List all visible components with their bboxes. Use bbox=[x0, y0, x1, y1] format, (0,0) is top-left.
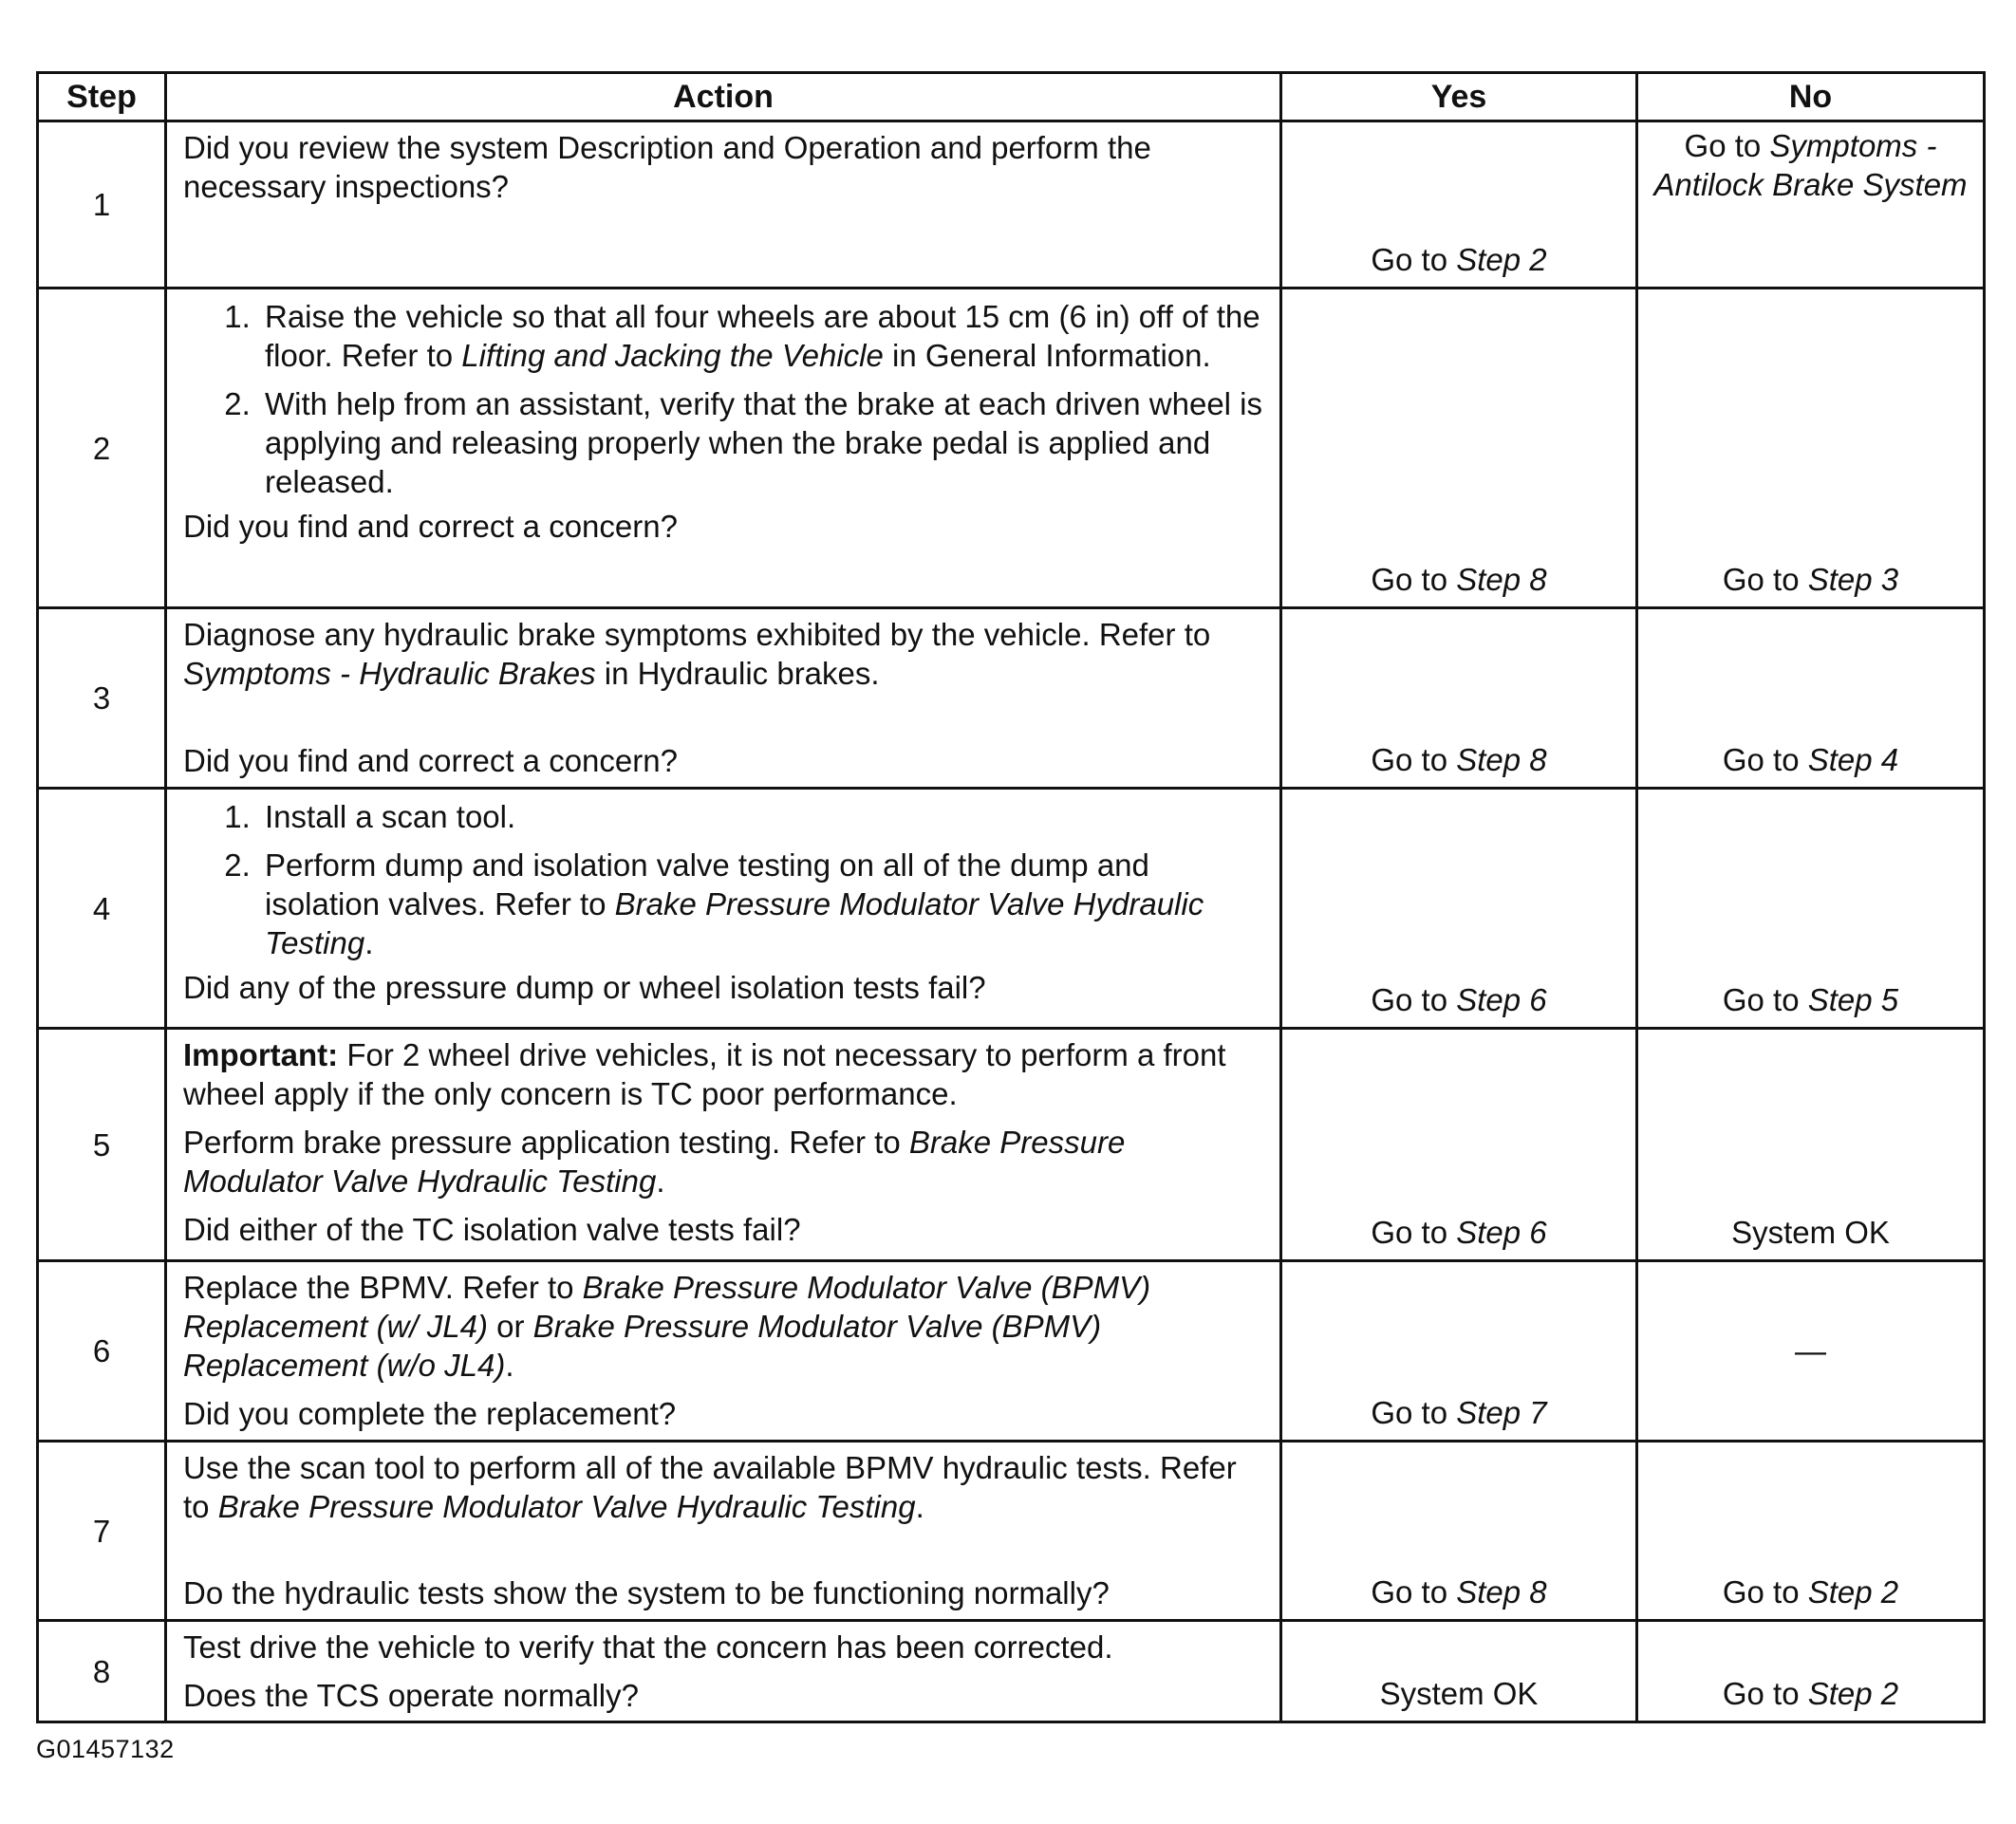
important-label: Important: bbox=[183, 1037, 339, 1072]
instruction-text: Perform brake pressure application testing. Refer to Brake Pressure Modulator Valve Hydraulic Testing. bbox=[183, 1125, 1126, 1199]
no-cell bbox=[1637, 1621, 1985, 1722]
action-cell bbox=[166, 288, 1281, 608]
no-cell bbox=[1637, 789, 1985, 1029]
yes-prefix: Go to bbox=[1371, 982, 1457, 1017]
action-cell bbox=[166, 1442, 1281, 1621]
table-row-step-1 bbox=[38, 121, 1985, 288]
no-symptoms-link[interactable]: Symptoms - Antilock Brake System bbox=[1653, 128, 1968, 202]
substep-item: 2. Perform dump and isolation valve testing on all of the dump and isolation valves. Refer to Brake Pressure Modulator Valve Hydraulic Testing. bbox=[259, 846, 1270, 962]
instruction-text: Replace the BPMV. Refer to Brake Pressure Modulator Valve (BPMV) Replacement (w/ JL4) or Brake Pressure Modulator Valve (BPMV) Replacement (w/o JL4). bbox=[183, 1270, 1151, 1383]
yes-cell bbox=[1281, 1261, 1637, 1442]
action-cell bbox=[166, 789, 1281, 1029]
step-number: 3 bbox=[38, 608, 166, 789]
figure-code: G01457132 bbox=[36, 1735, 175, 1763]
header-row bbox=[38, 73, 1985, 121]
important-note: Important: For 2 wheel drive vehicles, it is not necessary to perform a front wheel apply if the only concern is TC poor performance. bbox=[183, 1037, 1226, 1111]
action-cell bbox=[166, 1029, 1281, 1261]
question-text: Did you review the system Description and Operation and perform the necessary inspections? bbox=[183, 130, 1151, 204]
yes-step-link[interactable]: Step 6 bbox=[1456, 1215, 1547, 1250]
no-step-link[interactable]: Step 3 bbox=[1807, 562, 1899, 597]
question-text: Do the hydraulic tests show the system to be functioning normally? bbox=[183, 1575, 1110, 1610]
reference-link[interactable]: Brake Pressure Modulator Valve Hydraulic Testing bbox=[265, 886, 1204, 960]
no-cell: — bbox=[1637, 1261, 1985, 1442]
action-cell bbox=[166, 121, 1281, 288]
yes-cell bbox=[1281, 1442, 1637, 1621]
yes-cell bbox=[1281, 608, 1637, 789]
no-step-link[interactable]: Step 5 bbox=[1807, 982, 1899, 1017]
table-row-step-3 bbox=[38, 608, 1985, 789]
no-step-link[interactable]: Step 2 bbox=[1807, 1574, 1899, 1610]
diagnostic-table bbox=[36, 71, 1986, 1723]
table-row-step-7 bbox=[38, 1442, 1985, 1621]
no-prefix: Go to bbox=[1722, 742, 1808, 777]
reference-link[interactable]: Lifting and Jacking the Vehicle bbox=[461, 338, 884, 373]
yes-step-link[interactable]: Step 6 bbox=[1456, 982, 1547, 1017]
yes-prefix: Go to bbox=[1371, 1215, 1457, 1250]
table-row-step-4 bbox=[38, 789, 1985, 1029]
action-cell bbox=[166, 608, 1281, 789]
no-cell bbox=[1637, 608, 1985, 789]
yes-cell bbox=[1281, 288, 1637, 608]
reference-link[interactable]: Brake Pressure Modulator Valve (BPMV) Replacement (w/o JL4) bbox=[183, 1309, 1102, 1383]
step-number: 2 bbox=[38, 288, 166, 608]
step-number: 7 bbox=[38, 1442, 166, 1621]
yes-step-link[interactable]: Step 8 bbox=[1456, 562, 1547, 597]
no-step-link[interactable]: Step 4 bbox=[1807, 742, 1899, 777]
no-cell: System OK bbox=[1637, 1029, 1985, 1261]
no-prefix: Go to bbox=[1684, 128, 1770, 163]
step-number: 6 bbox=[38, 1261, 166, 1442]
no-prefix: Go to bbox=[1722, 982, 1808, 1017]
yes-step-link[interactable]: Step 8 bbox=[1456, 1574, 1547, 1610]
yes-step-link[interactable]: Step 2 bbox=[1456, 242, 1547, 277]
action-substeps bbox=[183, 297, 1270, 501]
reference-link[interactable]: Brake Pressure Modulator Valve (BPMV) Replacement (w/ JL4) bbox=[183, 1270, 1151, 1344]
yes-prefix: Go to bbox=[1371, 1574, 1457, 1610]
table-row-step-6 bbox=[38, 1261, 1985, 1442]
question-text: Did you find and correct a concern? bbox=[183, 509, 678, 544]
header-yes: Yes bbox=[1281, 73, 1637, 121]
reference-link[interactable]: Brake Pressure Modulator Valve Hydraulic Testing bbox=[217, 1489, 916, 1524]
step-number: 4 bbox=[38, 789, 166, 1029]
no-cell bbox=[1637, 1442, 1985, 1621]
substep-item: 1. Raise the vehicle so that all four wheels are about 15 cm (6 in) off of the floor. Refer to Lifting and Jacking the Vehicle in General Information. bbox=[259, 297, 1270, 375]
reference-link[interactable]: Brake Pressure Modulator Valve Hydraulic Testing bbox=[183, 1125, 1126, 1199]
header-action: Action bbox=[166, 73, 1281, 121]
no-cell bbox=[1637, 288, 1985, 608]
substep-item: 1. Install a scan tool. bbox=[259, 797, 1270, 836]
table-row-step-5 bbox=[38, 1029, 1985, 1261]
instruction-text: Use the scan tool to perform all of the available BPMV hydraulic tests. Refer to Brake Pressure Modulator Valve Hydraulic Testing. bbox=[183, 1450, 1237, 1524]
question-text: Did any of the pressure dump or wheel isolation tests fail? bbox=[183, 970, 986, 1005]
step-number: 8 bbox=[38, 1621, 166, 1722]
no-prefix: Go to bbox=[1722, 562, 1808, 597]
step-number: 5 bbox=[38, 1029, 166, 1261]
yes-prefix: Go to bbox=[1371, 562, 1457, 597]
question-text: Did you find and correct a concern? bbox=[183, 743, 678, 778]
question-text: Did either of the TC isolation valve tests fail? bbox=[183, 1212, 801, 1247]
yes-cell bbox=[1281, 1029, 1637, 1261]
instruction-text: Test drive the vehicle to verify that the concern has been corrected. bbox=[183, 1629, 1113, 1665]
reference-link[interactable]: Symptoms - Hydraulic Brakes bbox=[183, 656, 596, 691]
header-no: No bbox=[1637, 73, 1985, 121]
action-cell bbox=[166, 1621, 1281, 1722]
yes-cell bbox=[1281, 121, 1637, 288]
no-prefix: Go to bbox=[1722, 1574, 1808, 1610]
yes-cell: System OK bbox=[1281, 1621, 1637, 1722]
question-text: Did you complete the replacement? bbox=[183, 1396, 677, 1431]
substep-item: 2. With help from an assistant, verify that the brake at each driven wheel is applying and releasing properly when the brake pedal is applied and released. bbox=[259, 384, 1270, 501]
action-cell bbox=[166, 1261, 1281, 1442]
table-row-step-8 bbox=[38, 1621, 1985, 1722]
table-row-step-2 bbox=[38, 288, 1985, 608]
instruction-text: Diagnose any hydraulic brake symptoms exhibited by the vehicle. Refer to Symptoms - Hydraulic Brakes in Hydraulic brakes. bbox=[183, 617, 1211, 691]
yes-prefix: Go to bbox=[1371, 1395, 1457, 1430]
yes-prefix: Go to bbox=[1371, 742, 1457, 777]
action-substeps bbox=[183, 797, 1270, 962]
header-step: Step bbox=[38, 73, 166, 121]
no-cell bbox=[1637, 121, 1985, 288]
yes-step-link[interactable]: Step 8 bbox=[1456, 742, 1547, 777]
yes-cell bbox=[1281, 789, 1637, 1029]
yes-step-link[interactable]: Step 7 bbox=[1456, 1395, 1547, 1430]
no-step-link[interactable]: Step 2 bbox=[1807, 1676, 1899, 1711]
yes-prefix: Go to bbox=[1371, 242, 1457, 277]
step-number: 1 bbox=[38, 121, 166, 288]
no-prefix: Go to bbox=[1722, 1676, 1808, 1711]
question-text: Does the TCS operate normally? bbox=[183, 1678, 639, 1713]
